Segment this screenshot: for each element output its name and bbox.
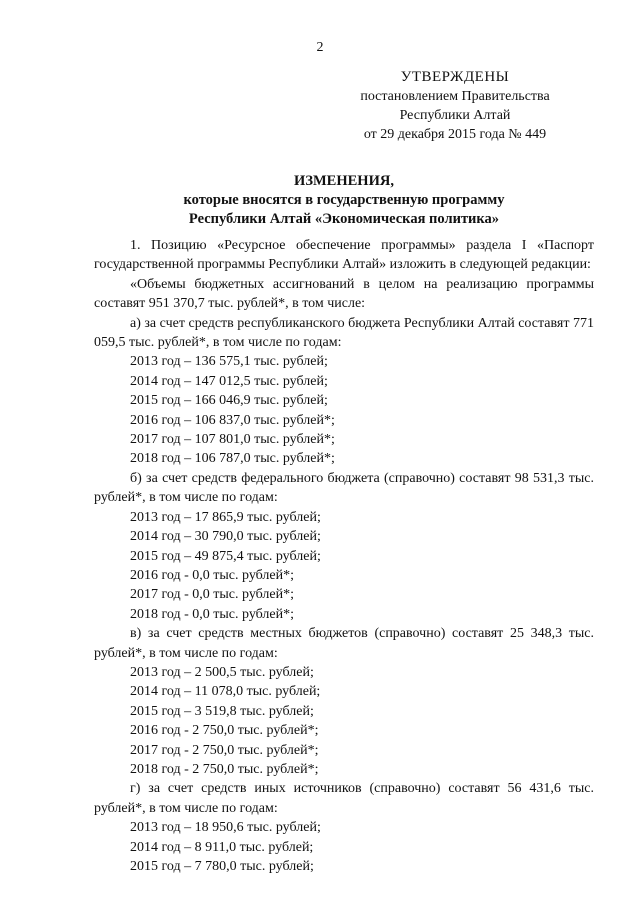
approval-date: от 29 декабря 2015 года № 449 [363,127,547,142]
approval-block [330,68,580,144]
year-allocation-line: 2014 год – 11 078,0 тыс. рублей; [130,684,321,700]
year-allocation-line: 2017 год - 2 750,0 тыс. рублей*; [130,742,319,758]
document-body [94,236,594,876]
body-paragraph: 1. Позицию «Ресурсное обеспечение программы» раздела I «Паспорт государственной программы Республики Алтай» изложить в следующей редакции: [94,238,594,273]
year-allocation-line: 2015 год – 166 046,9 тыс. рублей; [130,393,328,409]
body-paragraph: г) за счет средств иных источников (справочно) составят 56 431,6 тыс. рублей*, в том числе по годам: [94,781,594,816]
body-paragraph: а) за счет средств республиканского бюджета Республики Алтай составят 771 059,5 тыс. рублей*, в том числе по годам: [94,315,594,351]
year-allocation-line: 2018 год - 0,0 тыс. рублей*; [130,606,295,622]
year-allocation-line: 2014 год – 8 911,0 тыс. рублей; [130,839,314,855]
year-allocation-line: 2013 год – 2 500,5 тыс. рублей; [130,664,314,680]
year-allocation-line: 2013 год – 18 950,6 тыс. рублей; [130,820,321,836]
document-heading [0,172,640,229]
year-allocation-line: 2014 год – 147 012,5 тыс. рублей; [130,373,328,389]
approval-title: УТВЕРЖДЕНЫ [400,69,510,85]
year-allocation-line: 2017 год – 107 801,0 тыс. рублей*; [130,432,335,448]
year-allocation-line: 2018 год – 106 787,0 тыс. рублей*; [130,451,335,467]
heading-title: ИЗМЕНЕНИЯ, [294,173,394,189]
year-allocation-line: 2016 год – 106 837,0 тыс. рублей*; [130,412,335,428]
year-allocation-line: 2016 год - 0,0 тыс. рублей*; [130,567,295,583]
page-number: 2 [316,40,324,55]
body-paragraph: «Объемы бюджетных ассигнований в целом на реализацию программы составят 951 370,7 тыс. рублей*, в том числе: [94,276,594,312]
year-allocation-line: 2015 год – 7 780,0 тыс. рублей; [130,859,314,874]
body-paragraph: б) за счет средств федерального бюджета (справочно) составят 98 531,3 тыс. рублей*, в том числе по годам: [94,470,594,506]
approval-line: постановлением Правительства [360,89,550,104]
approval-line: Республики Алтай [399,108,511,123]
year-allocation-line: 2018 год - 2 750,0 тыс. рублей*; [130,761,319,777]
year-allocation-line: 2015 год – 3 519,8 тыс. рублей; [130,703,314,719]
year-allocation-line: 2016 год - 2 750,0 тыс. рублей*; [130,723,319,739]
year-allocation-line: 2017 год - 0,0 тыс. рублей*; [130,587,295,603]
heading-line: Республики Алтай «Экономическая политика» [188,211,500,227]
heading-line: которые вносятся в государственную программу [183,192,505,208]
body-paragraph: в) за счет средств местных бюджетов (справочно) составят 25 348,3 тыс. рублей*, в том числе по годам: [94,626,594,661]
year-allocation-line: 2015 год – 49 875,4 тыс. рублей; [130,548,321,564]
year-allocation-line: 2013 год – 17 865,9 тыс. рублей; [130,509,321,525]
year-allocation-line: 2013 год – 136 575,1 тыс. рублей; [130,354,328,370]
year-allocation-line: 2014 год – 30 790,0 тыс. рублей; [130,529,321,545]
